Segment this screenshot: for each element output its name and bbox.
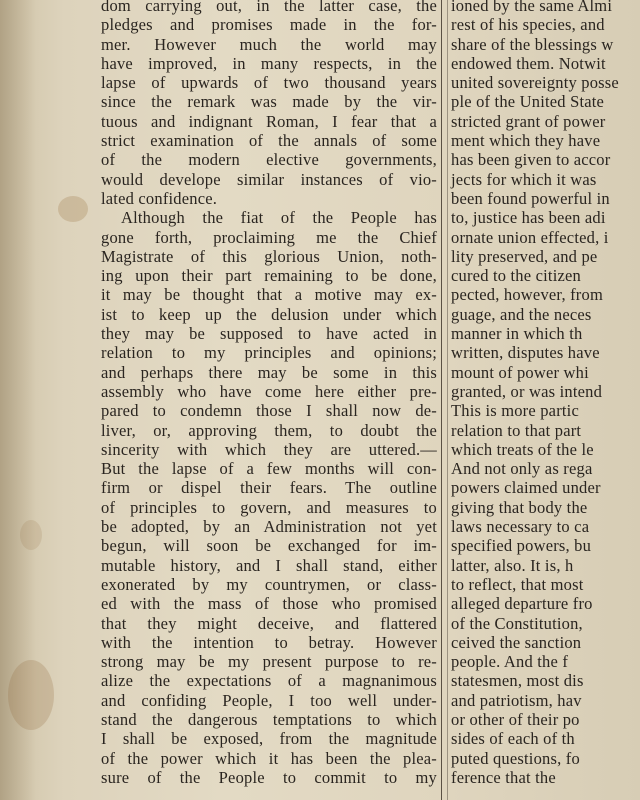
text-line: sincerity with which they are uttered.— (101, 439, 437, 459)
text-line: written, disputes have (451, 343, 600, 363)
text-line: stricted grant of power (451, 111, 606, 131)
text-line: tuous and indignant Roman, I fear that a (101, 111, 437, 131)
text-line: lated confidence. (101, 188, 218, 208)
text-line: laws necessary to ca (451, 517, 590, 537)
text-line: But the lapse of a few months will con- (101, 459, 437, 479)
text-line: ference that the (451, 767, 556, 787)
text-line: strict examination of the annals of some (101, 131, 437, 151)
text-line: and perhaps there may be some in this (101, 362, 437, 382)
text-line: it may be thought that a motive may ex- (101, 285, 437, 305)
text-line: And not only as rega (451, 459, 593, 479)
text-line: specified powers, bu (451, 536, 592, 556)
text-line: of the modern elective governments, (101, 150, 437, 170)
text-line: Magistrate of this glorious Union, noth- (101, 246, 437, 266)
text-line: relation to that part (451, 420, 582, 440)
text-line: lity preserved, and pe (451, 246, 598, 266)
text-line: granted, or was intend (451, 381, 603, 401)
text-line: puted questions, fo (451, 748, 580, 768)
text-line: Although the fiat of the People has (121, 208, 437, 228)
text-line: pected, however, from (451, 285, 603, 305)
text-line: united sovereignty posse (451, 73, 619, 93)
text-line: of the Constitution, (451, 613, 583, 633)
text-line: endowed them. Notwit (451, 53, 606, 73)
text-line: sides of each of th (451, 729, 575, 749)
text-line: which treats of the le (451, 439, 594, 459)
text-line: pared to condemn those I shall now de- (101, 401, 437, 421)
text-line: giving that body the (451, 497, 588, 517)
text-line: share of the blessings w (451, 34, 614, 54)
text-line: cured to the citizen (451, 266, 581, 286)
article-column-left (101, 0, 437, 787)
text-line: be adopted, by an Administration not yet (101, 517, 437, 537)
text-line: stand the dangerous temptations to which (101, 709, 437, 729)
text-line: have improved, in many respects, in the (101, 53, 437, 73)
text-line: would develope similar instances of vio- (101, 169, 437, 189)
text-line: ist to keep up the delusion under which (101, 304, 437, 324)
text-line: alleged departure fro (451, 594, 593, 614)
text-line: mer. However much the world may (101, 34, 437, 54)
text-line: of the power which it has been the plea- (101, 748, 437, 768)
text-line: powers claimed under (451, 478, 601, 498)
text-line: latter, also. It is, h (451, 555, 574, 575)
text-line: sure of the People to commit to my (101, 767, 437, 787)
text-line: people. And the f (451, 652, 569, 672)
text-line: relation to my principles and opinions; (101, 343, 437, 363)
text-line: has been given to accor (451, 150, 611, 170)
text-line: alize the expectations of a magnanimous (101, 671, 437, 691)
paper-stain (20, 520, 42, 550)
text-line: ed with the mass of those who promised (101, 594, 437, 614)
text-line: I shall be exposed, from the magnitude (101, 729, 437, 749)
text-line: manner in which th (451, 324, 583, 344)
text-line: rest of his species, and (451, 15, 605, 35)
column-rule (441, 0, 442, 800)
text-line: jects for which it was (451, 169, 597, 189)
text-line: to reflect, that most (451, 574, 584, 594)
paper-stain (8, 660, 54, 730)
text-line: exonerated by my countrymen, or class- (101, 574, 437, 594)
text-line: ple of the United State (451, 92, 605, 112)
text-line: pledges and promises made in the for- (101, 15, 437, 35)
text-line: guage, and the neces (451, 304, 592, 324)
text-line: to, justice has been adi (451, 208, 606, 228)
text-line: liver, or, approving them, to doubt the (101, 420, 437, 440)
text-line: mutable history, and I shall stand, either (101, 555, 437, 575)
paper-stain (58, 196, 88, 222)
text-line: firm or dispel their fears. The outline (101, 478, 437, 498)
text-line: ceived the sanction (451, 632, 582, 652)
text-line: they may be supposed to have acted in (101, 324, 437, 344)
text-line: since the remark was made by the vir- (101, 92, 437, 112)
text-line: This is more partic (451, 401, 579, 421)
text-line: dom carrying out, in the latter case, the (101, 0, 437, 15)
text-line: assembly who have come here either pre- (101, 381, 437, 401)
text-line: and patriotism, hav (451, 690, 582, 710)
column-rule (447, 0, 448, 800)
text-line: statesmen, most dis (451, 671, 584, 691)
text-line: begun, will soon be exchanged for im- (101, 536, 437, 556)
text-line: been found powerful in (451, 188, 610, 208)
text-line: lapse of upwards of two thousand years (101, 73, 437, 93)
text-line: ioned by the same Almi (451, 0, 613, 15)
text-line: with the intention to betray. However (101, 632, 437, 652)
article-column-right (451, 0, 640, 787)
text-line: or other of their po (451, 709, 580, 729)
text-line: mount of power whi (451, 362, 589, 382)
text-line: ing upon their part remaining to be done, (101, 266, 437, 286)
text-line: ment which they have (451, 131, 601, 151)
text-line: ornate union effected, i (451, 227, 609, 247)
text-line: that they might deceive, and flattered (101, 613, 437, 633)
text-line: of principles to govern, and measures to (101, 497, 437, 517)
text-line: strong may be my present purpose to re- (101, 652, 437, 672)
text-line: gone forth, proclaiming me the Chief (101, 227, 437, 247)
text-line: and confiding People, I too well under- (101, 690, 437, 710)
